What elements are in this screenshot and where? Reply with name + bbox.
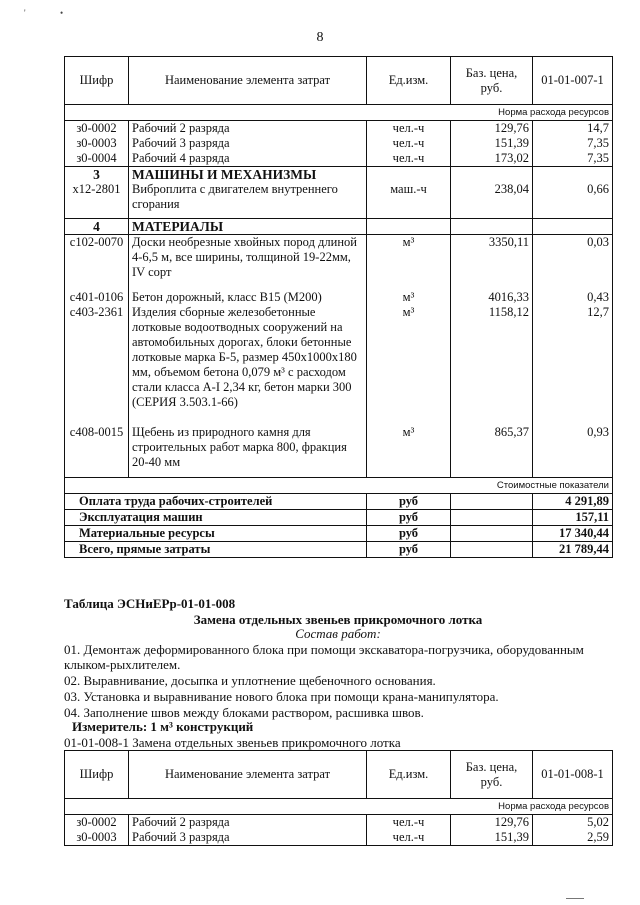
- row-unit: м³: [367, 290, 451, 305]
- table-row: [65, 425, 613, 477]
- page-number: 8: [316, 30, 324, 45]
- row-code: с401-0106: [65, 290, 129, 305]
- row-code: з0-0002: [65, 121, 129, 137]
- total-name: Материальные ресурсы: [65, 525, 367, 541]
- total-row: [65, 541, 613, 557]
- section-number: 3: [65, 167, 129, 183]
- table-row: [65, 234, 613, 290]
- table-header: [65, 751, 613, 799]
- row-qty: 7,35: [533, 136, 613, 151]
- scan-mark: ': [24, 8, 26, 18]
- table2-title: Таблица ЭСНиЕРр-01-01-008: [64, 596, 236, 611]
- row-price: 865,37: [451, 425, 533, 477]
- header-name: Наименование элемента затрат: [129, 57, 367, 105]
- row-code: с102-0070: [65, 234, 129, 290]
- row-price: 4016,33: [451, 290, 533, 305]
- total-row: [65, 493, 613, 509]
- total-unit: руб: [367, 541, 451, 557]
- header-code: Шифр: [65, 751, 129, 799]
- total-name: Оплата труда рабочих-строителей: [65, 493, 367, 509]
- total-value: 17 340,44: [533, 525, 613, 541]
- row-code: з0-0004: [65, 151, 129, 167]
- row-name: Рабочий 4 разряда: [129, 151, 367, 167]
- total-spacer: [451, 525, 533, 541]
- row-name: Рабочий 2 разряда: [129, 815, 367, 831]
- total-name: Всего, прямые затраты: [65, 541, 367, 557]
- row-qty: 12,7: [533, 305, 613, 425]
- row-unit: м³: [367, 305, 451, 425]
- table-row: [65, 815, 613, 831]
- norm-label: Норма расхода ресурсов: [65, 105, 613, 121]
- header-name: Наименование элемента затрат: [129, 751, 367, 799]
- row-name: Виброплита с двигателем внутреннего сгорания: [129, 182, 367, 218]
- row-name: Бетон дорожный, класс В15 (М200): [129, 290, 367, 305]
- row-unit: чел.-ч: [367, 136, 451, 151]
- row-price: 129,76: [451, 815, 533, 831]
- row-unit: чел.-ч: [367, 121, 451, 137]
- row-qty: 2,59: [533, 830, 613, 846]
- table-row: [65, 136, 613, 151]
- row-name: Изделия сборные железобетонные лотковые водоотводных сооружений на автомобильных дорогах, блоки бетонные лотковые марка Б-5, размер 450х1000х180 мм, объемом бетона 0,079 м³ с расходом стали класса А-I 2,34 кг, бетон марки 300 (СЕРИЯ 3.503.1-66): [129, 305, 367, 425]
- variant-line: 01-01-008-1 Замена отдельных звеньев прикромочного лотка: [64, 735, 401, 750]
- norm-row: [65, 799, 613, 815]
- row-code: з0-0003: [65, 830, 129, 846]
- header-code: Шифр: [65, 57, 129, 105]
- work-step: 03. Установка и выравнивание нового блока при помощи крана-манипулятора.: [64, 689, 499, 704]
- row-unit: чел.-ч: [367, 830, 451, 846]
- section-row: [65, 218, 613, 234]
- total-value: 21 789,44: [533, 541, 613, 557]
- section-title: МАТЕРИАЛЫ: [129, 218, 367, 234]
- resource-table-008: [64, 750, 613, 846]
- cost-row: [65, 477, 613, 493]
- total-spacer: [451, 509, 533, 525]
- row-unit: маш.-ч: [367, 182, 451, 218]
- total-name: Эксплуатация машин: [65, 509, 367, 525]
- row-name: Доски необрезные хвойных пород длиной 4-6,5 м, все ширины, толщиной 19-22мм, IV сорт: [129, 234, 367, 290]
- table-row: [65, 151, 613, 167]
- work-step: клыком-рыхлителем.: [64, 657, 181, 672]
- row-price: 3350,11: [451, 234, 533, 290]
- total-spacer: [451, 493, 533, 509]
- row-name: Щебень из природного камня для строительных работ марка 800, фракция 20-40 мм: [129, 425, 367, 477]
- work-step: 01. Демонтаж деформированного блока при помощи экскаватора-погрузчика, оборудованным: [64, 642, 584, 657]
- work-step: 04. Заполнение швов между блоками раствором, расшивка швов.: [64, 705, 424, 720]
- row-qty: 0,93: [533, 425, 613, 477]
- row-unit: м³: [367, 425, 451, 477]
- row-price: 1158,12: [451, 305, 533, 425]
- row-price: 129,76: [451, 121, 533, 137]
- header-price: Баз. цена, руб.: [451, 751, 533, 799]
- header-unit: Ед.изм.: [367, 751, 451, 799]
- composition-heading: Состав работ:: [295, 626, 381, 641]
- section-row: [65, 167, 613, 183]
- total-value: 157,11: [533, 509, 613, 525]
- table-row: [65, 830, 613, 846]
- row-price: 151,39: [451, 136, 533, 151]
- row-unit: чел.-ч: [367, 151, 451, 167]
- table-row: [65, 305, 613, 425]
- row-name: Рабочий 2 разряда: [129, 121, 367, 137]
- norm-row: [65, 105, 613, 121]
- header-rate: 01-01-007-1: [533, 57, 613, 105]
- row-price: 238,04: [451, 182, 533, 218]
- total-row: [65, 525, 613, 541]
- header-price: Баз. цена, руб.: [451, 57, 533, 105]
- header-unit: Ед.изм.: [367, 57, 451, 105]
- row-code: с408-0015: [65, 425, 129, 477]
- row-unit: м³: [367, 234, 451, 290]
- row-price: 151,39: [451, 830, 533, 846]
- row-qty: 0,66: [533, 182, 613, 218]
- row-name: Рабочий 3 разряда: [129, 136, 367, 151]
- cost-label: Стоимостные показатели: [65, 477, 613, 493]
- row-qty: 0,43: [533, 290, 613, 305]
- row-name: Рабочий 3 разряда: [129, 830, 367, 846]
- meter: Измеритель: 1 м³ конструкций: [72, 719, 254, 734]
- table-header: [65, 57, 613, 105]
- row-code: з0-0002: [65, 815, 129, 831]
- norm-label: Норма расхода ресурсов: [65, 799, 613, 815]
- total-row: [65, 509, 613, 525]
- row-qty: 5,02: [533, 815, 613, 831]
- total-spacer: [451, 541, 533, 557]
- row-code: х12-2801: [65, 182, 129, 218]
- table2-subtitle: Замена отдельных звеньев прикромочного лотка: [193, 612, 483, 627]
- section-title: МАШИНЫ И МЕХАНИЗМЫ: [129, 167, 367, 183]
- row-qty: 0,03: [533, 234, 613, 290]
- row-unit: чел.-ч: [367, 815, 451, 831]
- row-qty: 14,7: [533, 121, 613, 137]
- section-number: 4: [65, 218, 129, 234]
- resource-table-007: [64, 56, 613, 558]
- table-row: [65, 182, 613, 218]
- row-code: з0-0003: [65, 136, 129, 151]
- row-code: с403-2361: [65, 305, 129, 425]
- row-qty: 7,35: [533, 151, 613, 167]
- header-rate: 01-01-008-1: [533, 751, 613, 799]
- table-row: [65, 121, 613, 137]
- scan-mark: [566, 898, 584, 899]
- total-unit: руб: [367, 493, 451, 509]
- total-unit: руб: [367, 509, 451, 525]
- table-row: [65, 290, 613, 305]
- total-value: 4 291,89: [533, 493, 613, 509]
- row-price: 173,02: [451, 151, 533, 167]
- work-step: 02. Выравнивание, досыпка и уплотнение щебеночного основания.: [64, 673, 436, 688]
- scan-mark: •: [60, 8, 64, 18]
- total-unit: руб: [367, 525, 451, 541]
